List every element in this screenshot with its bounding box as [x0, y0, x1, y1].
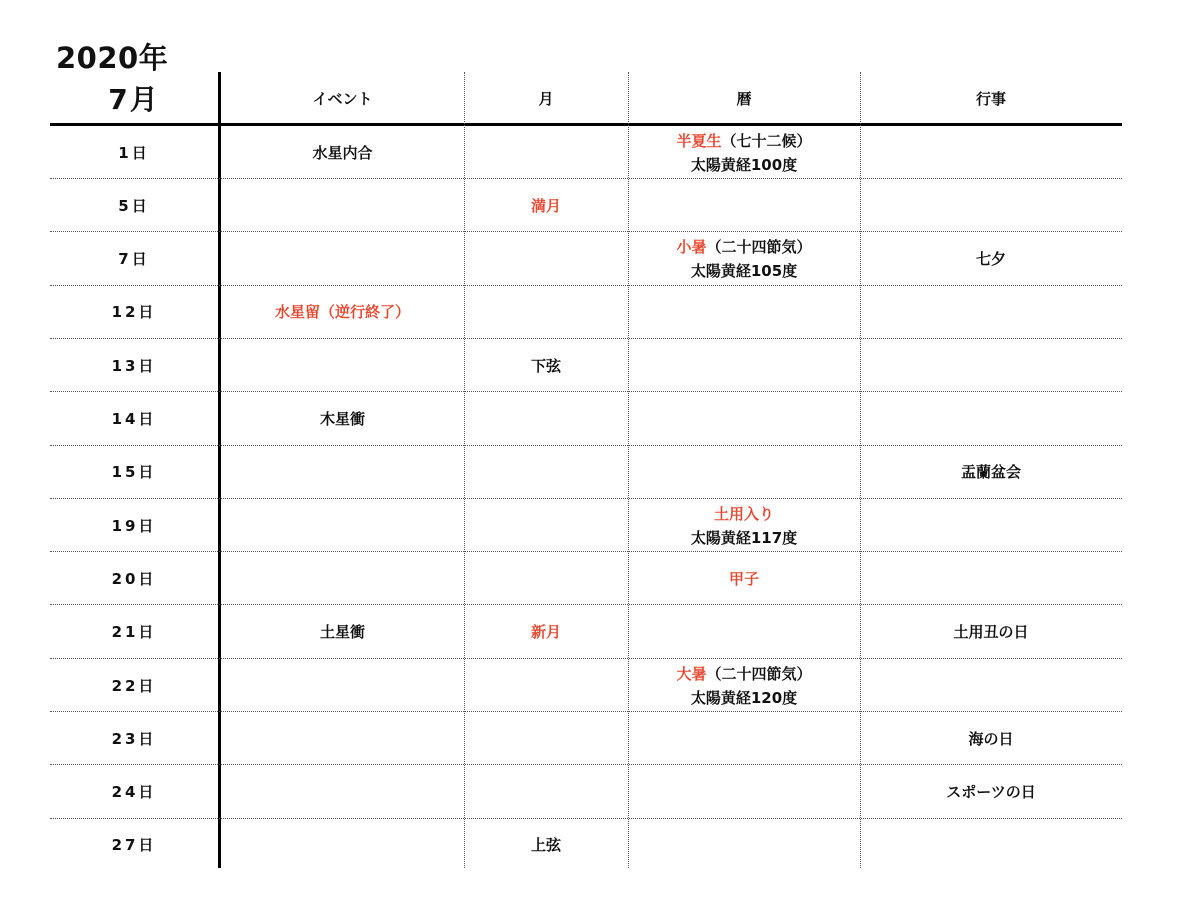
row-event: [221, 339, 464, 392]
koyomi-line1: [714, 502, 774, 526]
row-gyoji: 土用丑の日: [953, 623, 1029, 642]
row-moon-phase: 新月: [530, 623, 561, 642]
table-row: [50, 606, 1122, 659]
header-moon: 月: [538, 89, 554, 108]
row-koyomi: [628, 766, 860, 819]
row-date: 21日: [111, 623, 157, 642]
row-date: 24日: [111, 783, 157, 802]
koyomi-longitude: 太陽黄経105度: [690, 262, 798, 281]
row-koyomi: [628, 286, 860, 339]
row-moon-phase: [464, 499, 628, 552]
row-moon-phase: 上弦: [530, 836, 561, 855]
row-koyomi: [628, 179, 860, 232]
row-date: 12日: [111, 303, 157, 322]
koyomi-longitude: 太陽黄経117度: [690, 528, 798, 547]
row-moon-phase: [464, 712, 628, 765]
koyomi-term: 土用入り: [713, 504, 774, 523]
row-koyomi: [628, 819, 860, 872]
row-koyomi: [628, 126, 860, 179]
row-moon-phase: 下弦: [530, 356, 561, 375]
row-date: 22日: [111, 676, 157, 695]
row-koyomi: [628, 339, 860, 392]
row-date: 5日: [118, 196, 150, 215]
row-event: [221, 552, 464, 605]
table-row: [50, 659, 1122, 712]
row-gyoji: [860, 179, 1122, 232]
header-event: イベント: [312, 89, 373, 108]
row-date: 19日: [111, 516, 157, 535]
koyomi-line1: [676, 662, 811, 686]
table-row: [50, 766, 1122, 819]
row-event: [221, 179, 464, 232]
table-row: [50, 339, 1122, 392]
row-date: 20日: [111, 569, 157, 588]
table-row: [50, 179, 1122, 232]
row-event: [221, 499, 464, 552]
table-row: [50, 446, 1122, 499]
row-event: 水星内合: [312, 143, 373, 162]
row-koyomi: [628, 499, 860, 552]
row-koyomi: [628, 393, 860, 446]
row-date: 1日: [118, 143, 150, 162]
koyomi-category: （七十二候）: [721, 131, 812, 150]
row-date: 14日: [111, 410, 157, 428]
koyomi-term: 大暑: [676, 664, 707, 683]
row-gyoji: スポーツの日: [946, 783, 1036, 802]
row-koyomi: [628, 552, 860, 605]
row-gyoji: 七夕: [975, 250, 1006, 269]
koyomi-term: 甲子: [728, 569, 759, 588]
row-gyoji: [860, 126, 1122, 179]
row-event: [221, 819, 464, 872]
row-moon-phase: 満月: [530, 196, 561, 215]
row-moon-phase: [464, 126, 628, 179]
koyomi-line1: [676, 129, 811, 153]
row-koyomi: [628, 712, 860, 765]
header-gyoji: 行事: [975, 89, 1006, 108]
row-moon-phase: [464, 552, 628, 605]
row-date: 15日: [111, 463, 157, 482]
row-gyoji: 盂蘭盆会: [960, 463, 1021, 482]
row-moon-phase: [464, 446, 628, 499]
table-row: [50, 393, 1122, 446]
row-moon-phase: [464, 766, 628, 819]
row-event: [221, 766, 464, 819]
table-row: [50, 499, 1122, 552]
table-row: [50, 819, 1122, 872]
year-title: 2020年: [56, 41, 169, 75]
month-title: 7月: [108, 83, 160, 116]
row-gyoji: [860, 286, 1122, 339]
row-date: 27日: [111, 836, 157, 855]
row-gyoji: [860, 499, 1122, 552]
row-koyomi: [628, 233, 860, 286]
row-event: 水星留（逆行終了）: [274, 303, 410, 322]
row-koyomi: [628, 606, 860, 659]
row-gyoji: [860, 552, 1122, 605]
row-event: [221, 233, 464, 286]
row-event: [221, 659, 464, 712]
row-moon-phase: [464, 286, 628, 339]
koyomi-longitude: 太陽黄経120度: [690, 688, 798, 707]
row-date: 23日: [111, 729, 157, 748]
koyomi-line1: [729, 567, 759, 591]
table-row: [50, 712, 1122, 765]
row-gyoji: [860, 819, 1122, 872]
row-event: [221, 712, 464, 765]
row-moon-phase: [464, 233, 628, 286]
koyomi-category: （二十四節気）: [706, 664, 812, 683]
row-date: 13日: [111, 356, 157, 375]
row-koyomi: [628, 446, 860, 499]
header-koyomi: 暦: [736, 89, 752, 108]
row-event: 土星衝: [319, 623, 365, 642]
row-event: [221, 446, 464, 499]
koyomi-category: （二十四節気）: [706, 238, 812, 257]
row-moon-phase: [464, 393, 628, 446]
row-gyoji: [860, 659, 1122, 712]
row-date: 7日: [118, 250, 150, 269]
row-event: 木星衝: [319, 410, 365, 428]
table-row: [50, 552, 1122, 605]
row-gyoji: [860, 393, 1122, 446]
row-gyoji: [860, 339, 1122, 392]
row-koyomi: [628, 659, 860, 712]
row-gyoji: 海の日: [968, 729, 1014, 748]
table-row: [50, 233, 1122, 286]
table-row: [50, 126, 1122, 179]
koyomi-longitude: 太陽黄経100度: [690, 155, 798, 174]
row-moon-phase: [464, 659, 628, 712]
koyomi-term: 小暑: [676, 238, 707, 257]
table-row: [50, 286, 1122, 339]
koyomi-line1: [676, 235, 811, 259]
koyomi-term: 半夏生: [676, 131, 722, 150]
